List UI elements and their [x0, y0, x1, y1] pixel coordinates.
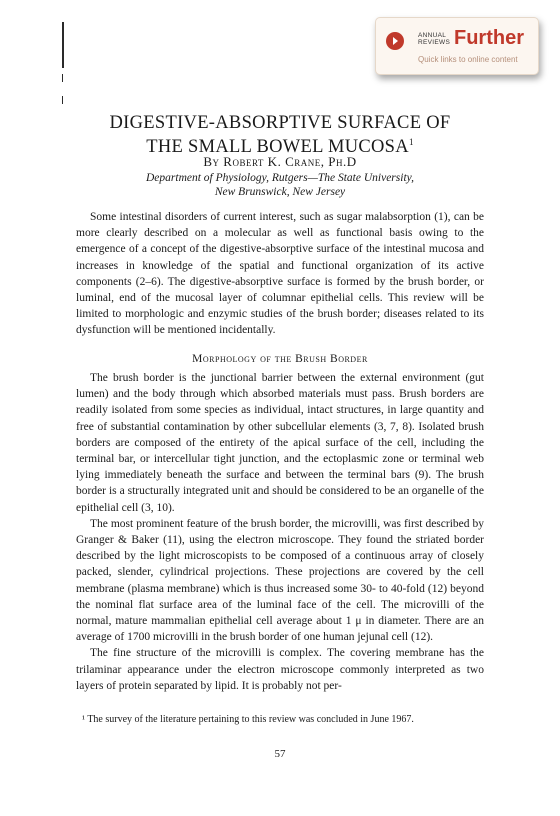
author-line: By Robert K. Crane, Ph.D [203, 154, 357, 169]
body-paragraph: The brush border is the junctional barrier between the external environment (gut lumen) and the body through which absorbed materials must pass. Brush borders are readily isolated from some species as individual, intact structures, in large quantity and free of substantial contamination by other subcellular elements (3, 7, 8). Isolated brush borders are composed of the entirety of the apical surface of the cell, including the terminal bar, or intercellular tight junction, and the ectoplasmic zone or terminal web lying immediately beneath the surface and between the terminal bars (9). The brush border is a structurally integrated unit and should be considered to be an organelle of the epithelial cell (3, 10). [76, 372, 484, 514]
page-number: 57 [274, 748, 286, 760]
body-paragraph: The most prominent feature of the brush border, the microvilli, was first described by Granger & Baker (11), using the electron microscope. They found the striated border described by the light microscopists to be composed of a continuous array of closely packed, slender, cylindrical projections. These projections are covered by the cell membrane (plasma membrane) which is thus increased some 30- to 40-fold (12) beyond the nominal flat surface area of the luminal face of the cell. The microvilli of the normal, mature mammalian epithelial cell average about 1 μ in diameter. There are an average of 1700 microvilli in the brush border of one human jejunal cell (12). [76, 517, 484, 644]
margin-rule [62, 96, 63, 104]
quick-links-label: Quick links to online content [418, 55, 518, 64]
body-paragraph: The fine structure of the microvilli is complex. The covering membrane has the trilaminar appearance under the electron microscope commonly interpreted as two layers of protein separated by lipid. It is probably not per- [76, 647, 484, 692]
section-body [76, 370, 484, 694]
intro-paragraph: Some intestinal disorders of current interest, such as sugar malabsorption (1), can be more clearly described on a molecular as well as functional basis owing to the emergence of a concept of the digestive-absorptive surface of the intestinal mucosa and increases in knowledge of the spatial and functional organization of its active components (2–6). The digestive-absorptive surface is formed by the brush border, or luminal, end of the mucosal layer of columnar epithelial cells. This review will be limited to morphologic and enzymic studies of the brush border; diseases related to its dysfunction will be mentioned incidentally. [76, 211, 484, 337]
margin-rule [62, 74, 63, 82]
annual-reviews-logo-text: ANNUAL REVIEWS [418, 32, 451, 46]
title-footnote-mark: 1 [408, 137, 414, 147]
further-label: Further [454, 27, 524, 49]
article-title: DIGESTIVE-ABSORPTIVE SURFACE OF THE SMALL BOWEL MUCOSA$^1$ [109, 113, 451, 158]
footnote: ¹ The survey of the literature pertaining to this review was concluded in June 1967. [82, 714, 414, 725]
annual-reviews-further-badge[interactable] [375, 17, 539, 75]
affiliation: Department of Physiology, Rutgers—The State University, New Brunswick, New Jersey [146, 172, 414, 198]
section-heading: Morphology of the Brush Border [192, 353, 368, 365]
margin-rule [62, 22, 64, 68]
play-arrow-icon [386, 32, 404, 50]
